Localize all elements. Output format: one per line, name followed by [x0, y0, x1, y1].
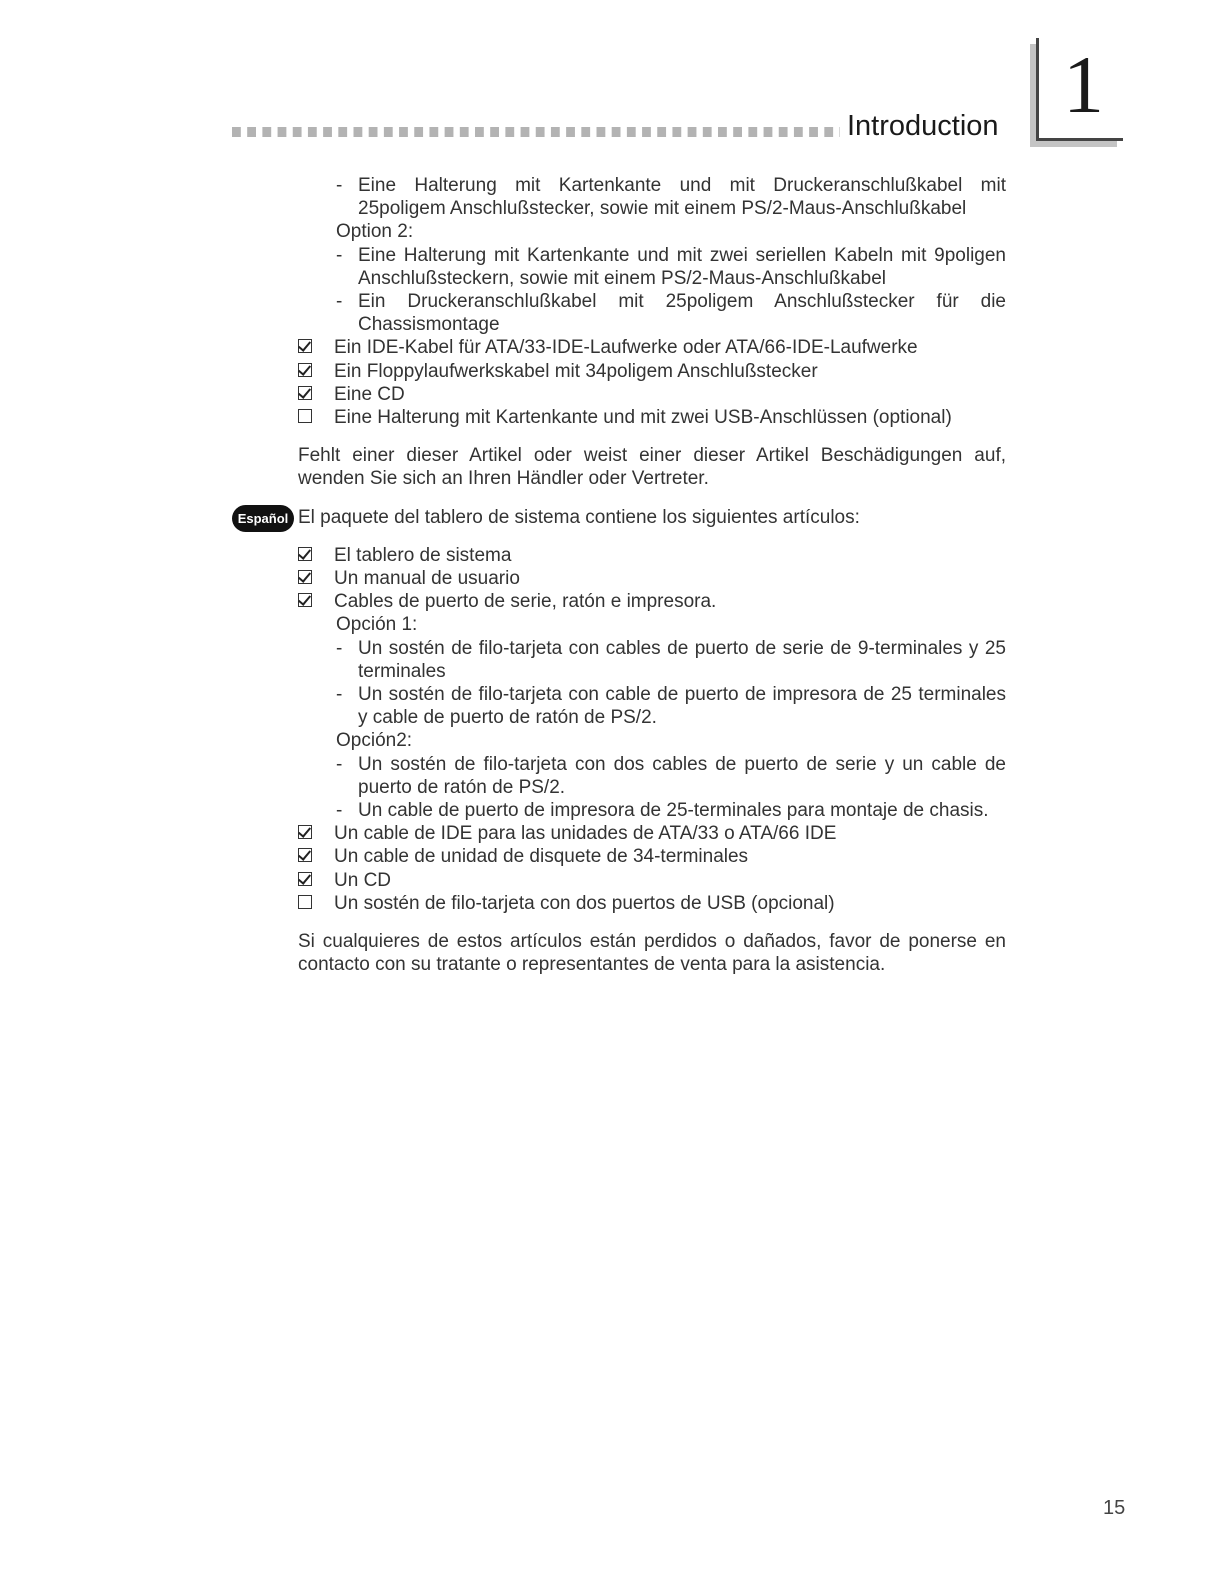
spanish-intro: El paquete del tablero de sistema contiene los siguientes artículos: — [298, 506, 860, 528]
checklist-text: Cables de puerto de serie, ratón e impresora. — [334, 591, 717, 613]
section-title: Introduction — [847, 110, 999, 142]
checked-box-icon — [298, 593, 312, 607]
list-item: - Un sostén de filo-tarjeta con dos cables de puerto de serie y un cable de puerto de ratón de PS/2. — [336, 753, 1006, 798]
option-label: Opción 1: — [336, 614, 418, 636]
checked-box-icon — [298, 872, 312, 886]
checklist-item — [298, 336, 1006, 359]
list-item: - Eine Halterung mit Kartenkante und mit zwei seriellen Kabeln mit 9poligen Anschlußsteckern, sowie mit einem PS/2-Maus-Anschlußkabel — [336, 244, 1006, 289]
checklist-item — [298, 845, 1006, 868]
checklist-text: Ein IDE-Kabel für ATA/33-IDE-Laufwerke oder ATA/66-IDE-Laufwerke — [334, 337, 918, 359]
checklist-item — [298, 892, 1006, 915]
list-item: - Un sostén de filo-tarjeta con cables de puerto de serie de 9-terminales y 25 terminales — [336, 637, 1006, 682]
checked-box-icon — [298, 363, 312, 377]
checklist-text: Un cable de IDE para las unidades de ATA/33 o ATA/66 IDE — [334, 823, 837, 845]
checked-box-icon — [298, 386, 312, 400]
list-item-text: Eine Halterung mit Kartenkante und mit Druckeranschlußkabel mit 25poligem Anschlußstecker, sowie mit einem PS/2-Maus-Anschlußkabel — [358, 175, 1006, 220]
page-number: 15 — [1103, 1497, 1126, 1519]
list-item-text: Un sostén de filo-tarjeta con cables de puerto de serie de 9-terminales y 25 terminales — [358, 637, 1006, 682]
option-label: Option 2: — [336, 221, 414, 243]
checklist-text: Ein Floppylaufwerkskabel mit 34poligem Anschlußstecker — [334, 360, 818, 382]
page-header — [230, 30, 1130, 150]
checked-box-icon — [298, 547, 312, 561]
empty-box-icon — [298, 895, 312, 909]
chapter-number: 1 — [1063, 39, 1104, 130]
spanish-closing-paragraph: Si cualquieres de estos artículos están perdidos o dañados, favor de ponerse en contacto con su tratante o representantes de venta para la asistencia. — [298, 931, 1006, 976]
list-item-text: Un cable de puerto de impresora de 25-terminales para montaje de chasis. — [358, 800, 989, 822]
checklist-item — [298, 590, 1006, 613]
list-item: - Un cable de puerto de impresora de 25-terminales para montaje de chasis. — [336, 799, 1006, 822]
checked-box-icon — [298, 339, 312, 353]
list-item-text: Un sostén de filo-tarjeta con dos cables de puerto de serie y un cable de puerto de ratón de PS/2. — [358, 753, 1006, 798]
checklist-item — [298, 567, 1006, 590]
checklist-item — [298, 822, 1006, 845]
checklist-text: Eine Halterung mit Kartenkante und mit zwei USB-Anschlüssen (optional) — [334, 407, 952, 429]
checklist-text: Un CD — [334, 869, 392, 891]
checklist-item — [298, 406, 1006, 429]
german-closing-paragraph: Fehlt einer dieser Artikel oder weist einer dieser Artikel Beschädigungen auf, wenden Sie sich an Ihren Händler oder Vertreter. — [298, 445, 1006, 490]
page-body — [298, 174, 1006, 977]
list-item-text: Un sostén de filo-tarjeta con cable de puerto de impresora de 25 terminales y cable de puerto de ratón de PS/2. — [358, 684, 1006, 729]
checklist-item — [298, 869, 1006, 892]
checked-box-icon — [298, 825, 312, 839]
checklist-item — [298, 360, 1006, 383]
language-badge: Español — [232, 505, 294, 532]
list-item-text: Ein Druckeranschlußkabel mit 25poligem Anschlußstecker für die Chassismontage — [358, 291, 1006, 336]
empty-box-icon — [298, 409, 312, 423]
chapter-marker — [1036, 38, 1123, 141]
checklist-text: Un manual de usuario — [334, 568, 520, 590]
dotted-rule — [232, 127, 840, 137]
list-item: - Ein Druckeranschlußkabel mit 25poligem Anschlußstecker für die Chassismontage — [336, 291, 1006, 336]
checked-box-icon — [298, 570, 312, 584]
option-label: Opción2: — [336, 730, 413, 752]
list-item-text: Eine Halterung mit Kartenkante und mit zwei seriellen Kabeln mit 9poligen Anschlußsteckern, sowie mit einem PS/2-Maus-Anschlußkabel — [358, 244, 1006, 289]
checked-box-icon — [298, 848, 312, 862]
checklist-text: Un cable de unidad de disquete de 34-terminales — [334, 846, 749, 868]
checklist-text: Un sostén de filo-tarjeta con dos puertos de USB (opcional) — [334, 892, 835, 914]
list-item: - Un sostén de filo-tarjeta con cable de puerto de impresora de 25 terminales y cable de puerto de ratón de PS/2. — [336, 684, 1006, 729]
checklist-item — [298, 544, 1006, 567]
checklist-item — [298, 383, 1006, 406]
list-item: - Eine Halterung mit Kartenkante und mit Druckeranschlußkabel mit 25poligem Anschlußstecker, sowie mit einem PS/2-Maus-Anschlußkabel — [336, 175, 1006, 220]
checklist-text: El tablero de sistema — [334, 544, 512, 566]
checklist-text: Eine CD — [334, 383, 405, 405]
